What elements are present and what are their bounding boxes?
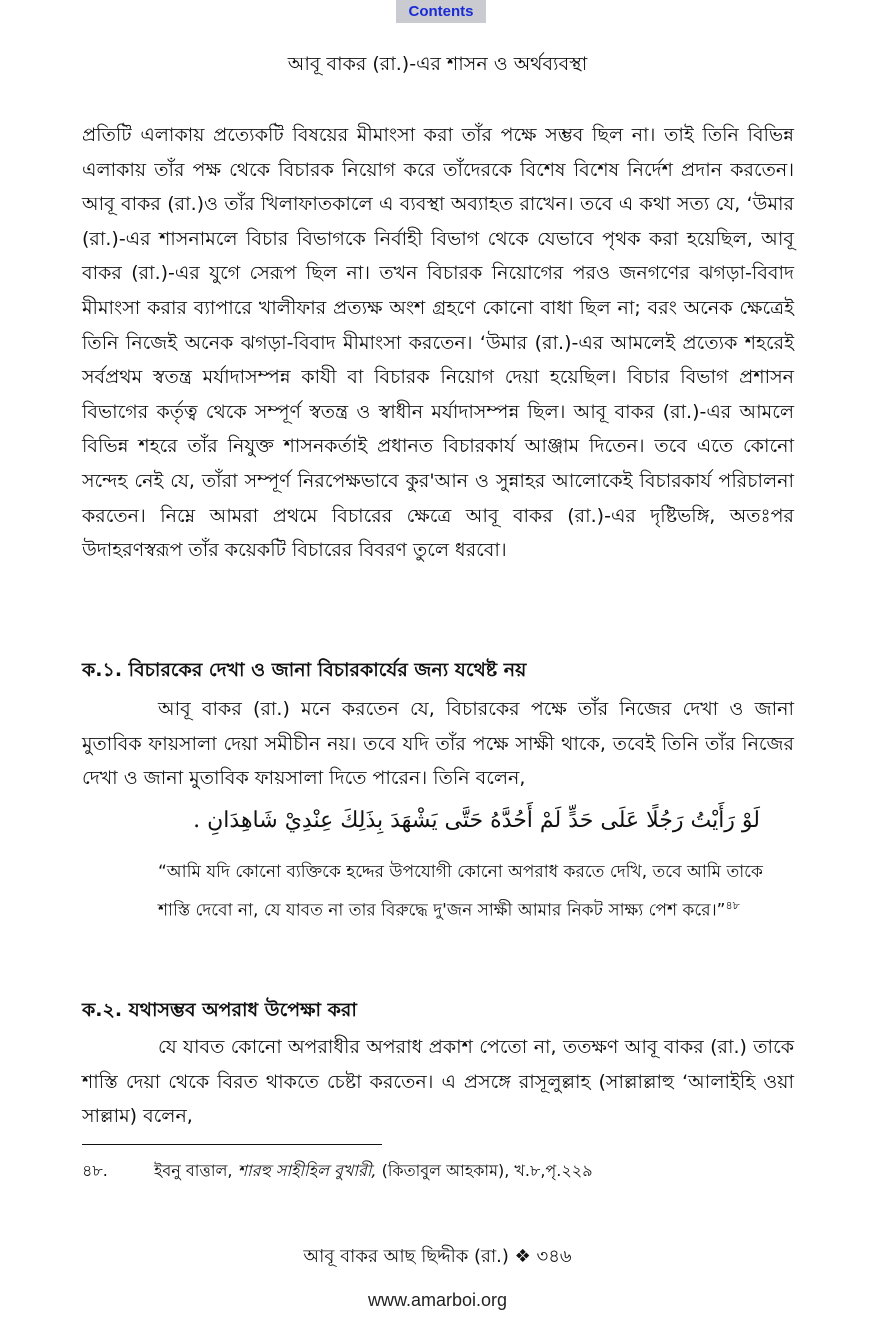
section-heading-2: ক.২. যথাসম্ভব অপরাধ উপেক্ষা করা (82, 999, 357, 1021)
translation-quote (158, 856, 768, 928)
footer-title: আবূ বাকর আছ ছিদ্দীক (রা.) (303, 1246, 509, 1267)
footnote-number: ৪৮. (82, 1161, 108, 1180)
contents-button[interactable]: Contents (396, 0, 486, 23)
footnote-rest: (কিতাবুল আহকাম), খ.৮,পৃ.২২৯ (376, 1161, 593, 1180)
paragraph-intro: প্রতিটি এলাকায় প্রত্যেকটি বিষয়ের মীমাংসা করা তাঁর পক্ষে সম্ভব ছিল না। তাই তিনি বিভিন্ন এলাকায় তাঁর পক্ষ থেকে বিচারক নিয়োগ করে তাঁদেরকে বিশেষ বিশেষ নির্দেশ প্রদান করতেন। আবূ বাকর (রা.)ও তাঁর খিলাফাতকালে এ ব্যবস্থা অব্যাহত রাখেন। তবে এ কথা সত্য যে, ‘উমার (রা.)-এর শাসনামলে বিচার বিভাগকে নির্বাহী বিভাগ থেকে যেভাবে পৃথক করা হয়েছিল, আবূ বাকর (রা.)-এর যুগে সেরূপ ছিল না। তখন বিচারক নিয়োগের পরও জনগণের ঝগড়া-বিবাদ মীমাংসা করার ব্যাপারে খালীফার প্রত্যক্ষ অংশ গ্রহণে কোনো বাধা ছিল না; বরং অনেক ক্ষেত্রেই তিনি নিজেই অনেক ঝগড়া-বিবাদ মীমাংসা করতেন। ‘উমার (রা.)-এর আমলেই প্রত্যেক শহরেই সর্বপ্রথম স্বতন্ত্র মর্যাদাসম্পন্ন কাযী বা বিচারক নিয়োগ দেয়া হয়েছিল। বিচার বিভাগ প্রশাসন বিভাগের কর্তৃত্ব থেকে সম্পূর্ণ স্বতন্ত্র ও স্বাধীন মর্যাদাসম্পন্ন ছিল। আবূ বাকর (রা.)-এর আমলে বিভিন্ন শহরে তাঁর নিযুক্ত শাসনকর্তাই প্রধানত বিচারকার্য আঞ্জাম দিতেন। তবে এতে কোনো সন্দেহ নেই যে, তাঁরা সম্পূর্ণ নিরপেক্ষভাবে কুর'আন ও সুন্নাহর আলোকেই বিচারকার্য পরিচালনা করতেন। নিম্নে আমরা প্রথমে বিচারের ক্ষেত্রে আবূ বাকর (রা.)-এর দৃষ্টিভঙ্গি, অতঃপর উদাহরণস্বরূপ তাঁর কয়েকটি বিচারের বিবরণ তুলে ধরবো। (82, 124, 794, 562)
footnote-ref[interactable]: ৪৮ (725, 899, 740, 912)
website-link[interactable]: www.amarboi.org (367, 1290, 508, 1310)
arabic-quote: لَوْ رَأَيْتُ رَجُلًا عَلَى حَدٍّ لَمْ أَحُدَّهُ حَتَّى يَشْهَدَ بِذَلِكَ عِنْدِيْ شَاهِدَانِ . (193, 808, 760, 833)
footer-separator-icon: ❖ (514, 1246, 531, 1267)
page-footer (0, 1242, 875, 1273)
paragraph-overlook-crime: যে যাবত কোনো অপরাধীর অপরাধ প্রকাশ পেতো না, ততক্ষণ আবূ বাকর (রা.) তাকে শাস্তি দেয়া থেকে বিরত থাকতে চেষ্টা করতেন। এ প্রসঙ্গে রাসূলুল্লাহ (সাল্লাল্লাহু ‘আলাইহি ওয়া সাল্লাম) বলেন, (82, 1036, 794, 1128)
translation-text: “আমি যদি কোনো ব্যক্তিকে হদ্দের উপযোগী কোনো অপরাধ করতে দেখি, তবে আমি তাকে শাস্তি দেবো না, যে যাবত না তার বিরুদ্ধে দু'জন সাক্ষী আমার নিকট সাক্ষ্য পেশ করে।” (158, 862, 763, 921)
footnote (82, 1158, 593, 1185)
footnote-author: ইবনু বাত্তাল, (154, 1161, 238, 1180)
section-heading-1: ক.১. বিচারকের দেখা ও জানা বিচারকার্যের জন্য যথেষ্ট নয় (82, 659, 527, 681)
footnote-book: শারহু সাহীহিল বুখারী, (237, 1161, 377, 1180)
page-number: ৩৪৬ (536, 1246, 572, 1267)
paragraph-judge-knowledge: আবূ বাকর (রা.) মনে করতেন যে, বিচারকের পক্ষে তাঁর নিজের দেখা ও জানা মুতাবিক ফায়সালা দেয়া সমীচীন নয়। তবে যদি তাঁর পক্ষে সাক্ষী থাকে, তবেই তিনি তাঁর নিজের দেখা ও জানা মুতাবিক ফায়সালা দিতে পারেন। তিনি বলেন, (82, 698, 794, 790)
running-head: আবূ বাকর (রা.)-এর শাসন ও অর্থব্যবস্থা (287, 53, 588, 75)
footnote-divider (82, 1144, 382, 1145)
